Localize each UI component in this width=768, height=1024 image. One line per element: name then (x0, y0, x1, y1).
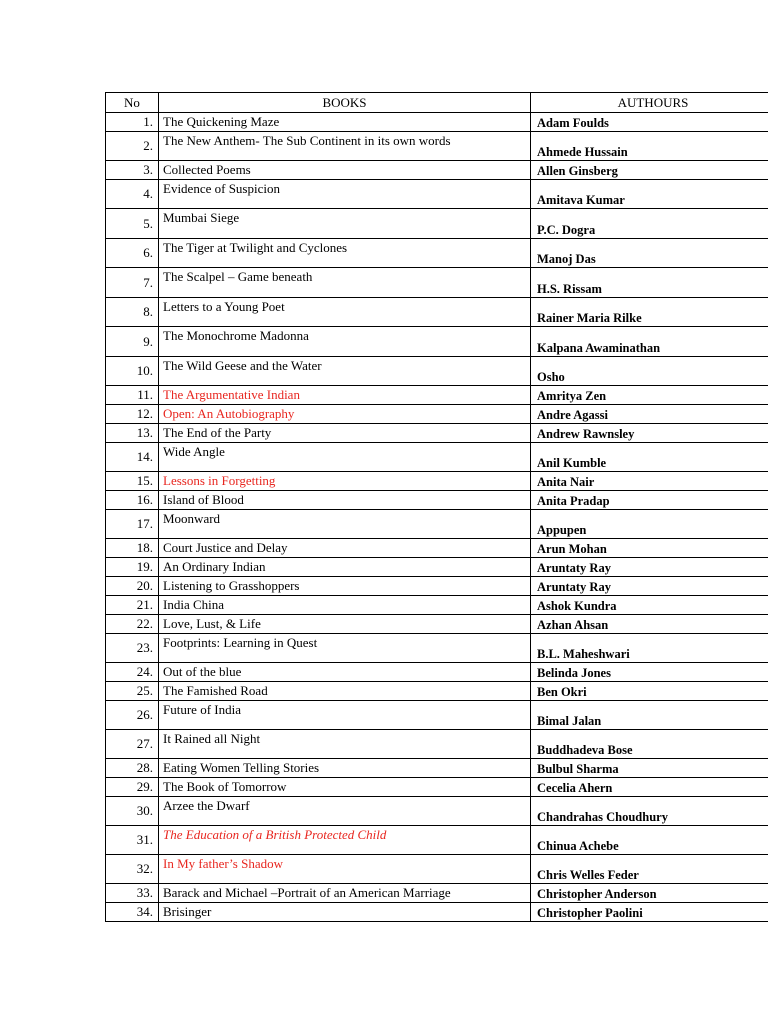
author-name: Adam Foulds (531, 113, 768, 132)
header-no: No (106, 93, 159, 113)
book-title: The New Anthem- The Sub Continent in its own words (159, 132, 531, 161)
author-name: P.C. Dogra (531, 209, 768, 239)
table-row (106, 615, 768, 634)
author-name: Belinda Jones (531, 663, 768, 682)
author-name: Andre Agassi (531, 405, 768, 424)
row-number: 11. (106, 386, 159, 405)
table-row (106, 826, 768, 855)
row-number: 22. (106, 615, 159, 634)
row-number: 32. (106, 855, 159, 884)
row-number: 5. (106, 209, 159, 239)
book-title: India China (159, 596, 531, 615)
row-number: 29. (106, 778, 159, 797)
row-number: 26. (106, 701, 159, 730)
table-row (106, 778, 768, 797)
table-row (106, 268, 768, 298)
row-number: 2. (106, 132, 159, 161)
book-title: Future of India (159, 701, 531, 730)
book-title: The Famished Road (159, 682, 531, 701)
book-title: The Monochrome Madonna (159, 327, 531, 357)
author-name: Osho (531, 357, 768, 386)
author-name: Anil Kumble (531, 443, 768, 472)
book-title: The End of the Party (159, 424, 531, 443)
table-row (106, 759, 768, 778)
table-row (106, 663, 768, 682)
table-row (106, 239, 768, 268)
author-name: Ahmede Hussain (531, 132, 768, 161)
book-title: Arzee the Dwarf (159, 797, 531, 826)
table-row (106, 113, 768, 132)
book-title: An Ordinary Indian (159, 558, 531, 577)
row-number: 4. (106, 180, 159, 209)
table-row (106, 510, 768, 539)
author-name: Ashok Kundra (531, 596, 768, 615)
table-row (106, 209, 768, 239)
table-row (106, 443, 768, 472)
row-number: 21. (106, 596, 159, 615)
row-number: 13. (106, 424, 159, 443)
author-name: Bulbul Sharma (531, 759, 768, 778)
author-name: Chandrahas Choudhury (531, 797, 768, 826)
author-name: Manoj Das (531, 239, 768, 268)
author-name: Rainer Maria Rilke (531, 298, 768, 327)
author-name: Anita Nair (531, 472, 768, 491)
author-name: Christopher Paolini (531, 903, 768, 922)
author-name: Arun Mohan (531, 539, 768, 558)
book-title: Collected Poems (159, 161, 531, 180)
row-number: 16. (106, 491, 159, 510)
row-number: 10. (106, 357, 159, 386)
table-row (106, 424, 768, 443)
book-title: The Education of a British Protected Child (159, 826, 531, 855)
book-title: Listening to Grasshoppers (159, 577, 531, 596)
table-row (106, 386, 768, 405)
table-row (106, 884, 768, 903)
author-name: B.L. Maheshwari (531, 634, 768, 663)
book-title: Wide Angle (159, 443, 531, 472)
row-number: 9. (106, 327, 159, 357)
author-name: Appupen (531, 510, 768, 539)
book-title: Lessons in Forgetting (159, 472, 531, 491)
row-number: 18. (106, 539, 159, 558)
table-row (106, 701, 768, 730)
book-title: Brisinger (159, 903, 531, 922)
row-number: 25. (106, 682, 159, 701)
book-title: It Rained all Night (159, 730, 531, 759)
row-number: 7. (106, 268, 159, 298)
header-books: BOOKS (159, 93, 531, 113)
book-title: The Quickening Maze (159, 113, 531, 132)
table-row (106, 634, 768, 663)
book-title: Love, Lust, & Life (159, 615, 531, 634)
row-number: 34. (106, 903, 159, 922)
table-row (106, 855, 768, 884)
author-name: Buddhadeva Bose (531, 730, 768, 759)
author-name: Aruntaty Ray (531, 558, 768, 577)
book-title: Island of Blood (159, 491, 531, 510)
row-number: 12. (106, 405, 159, 424)
book-title: Moonward (159, 510, 531, 539)
row-number: 33. (106, 884, 159, 903)
table-row (106, 472, 768, 491)
author-name: Kalpana Awaminathan (531, 327, 768, 357)
table-row (106, 180, 768, 209)
book-title: Court Justice and Delay (159, 539, 531, 558)
book-title: Mumbai Siege (159, 209, 531, 239)
row-number: 24. (106, 663, 159, 682)
book-title: Letters to a Young Poet (159, 298, 531, 327)
book-title: The Scalpel – Game beneath (159, 268, 531, 298)
book-title: The Argumentative Indian (159, 386, 531, 405)
table-header-row (106, 93, 768, 113)
books-table (105, 92, 768, 922)
book-title: The Tiger at Twilight and Cyclones (159, 239, 531, 268)
table-row (106, 491, 768, 510)
table-row (106, 405, 768, 424)
row-number: 20. (106, 577, 159, 596)
table-row (106, 539, 768, 558)
author-name: Anita Pradap (531, 491, 768, 510)
table-row (106, 577, 768, 596)
author-name: Cecelia Ahern (531, 778, 768, 797)
row-number: 3. (106, 161, 159, 180)
row-number: 23. (106, 634, 159, 663)
row-number: 27. (106, 730, 159, 759)
table-row (106, 903, 768, 922)
table-row (106, 298, 768, 327)
table-row (106, 558, 768, 577)
row-number: 1. (106, 113, 159, 132)
table-body (106, 113, 768, 922)
author-name: Amitava Kumar (531, 180, 768, 209)
row-number: 14. (106, 443, 159, 472)
row-number: 6. (106, 239, 159, 268)
book-title: Out of the blue (159, 663, 531, 682)
row-number: 28. (106, 759, 159, 778)
table-row (106, 132, 768, 161)
row-number: 17. (106, 510, 159, 539)
row-number: 8. (106, 298, 159, 327)
table-row (106, 327, 768, 357)
author-name: Andrew Rawnsley (531, 424, 768, 443)
book-title: Footprints: Learning in Quest (159, 634, 531, 663)
book-title: The Wild Geese and the Water (159, 357, 531, 386)
author-name: Christopher Anderson (531, 884, 768, 903)
row-number: 15. (106, 472, 159, 491)
book-title: Open: An Autobiography (159, 405, 531, 424)
author-name: Chris Welles Feder (531, 855, 768, 884)
book-title: Eating Women Telling Stories (159, 759, 531, 778)
table-row (106, 596, 768, 615)
book-title: Barack and Michael –Portrait of an American Marriage (159, 884, 531, 903)
author-name: Azhan Ahsan (531, 615, 768, 634)
row-number: 19. (106, 558, 159, 577)
author-name: Amritya Zen (531, 386, 768, 405)
author-name: Ben Okri (531, 682, 768, 701)
author-name: H.S. Rissam (531, 268, 768, 298)
author-name: Chinua Achebe (531, 826, 768, 855)
table-row (106, 682, 768, 701)
row-number: 30. (106, 797, 159, 826)
table-row (106, 730, 768, 759)
table-row (106, 161, 768, 180)
row-number: 31. (106, 826, 159, 855)
book-title: Evidence of Suspicion (159, 180, 531, 209)
author-name: Aruntaty Ray (531, 577, 768, 596)
book-title: In My father’s Shadow (159, 855, 531, 884)
header-authors: AUTHOURS (531, 93, 768, 113)
author-name: Bimal Jalan (531, 701, 768, 730)
author-name: Allen Ginsberg (531, 161, 768, 180)
table-row (106, 357, 768, 386)
book-title: The Book of Tomorrow (159, 778, 531, 797)
table-row (106, 797, 768, 826)
